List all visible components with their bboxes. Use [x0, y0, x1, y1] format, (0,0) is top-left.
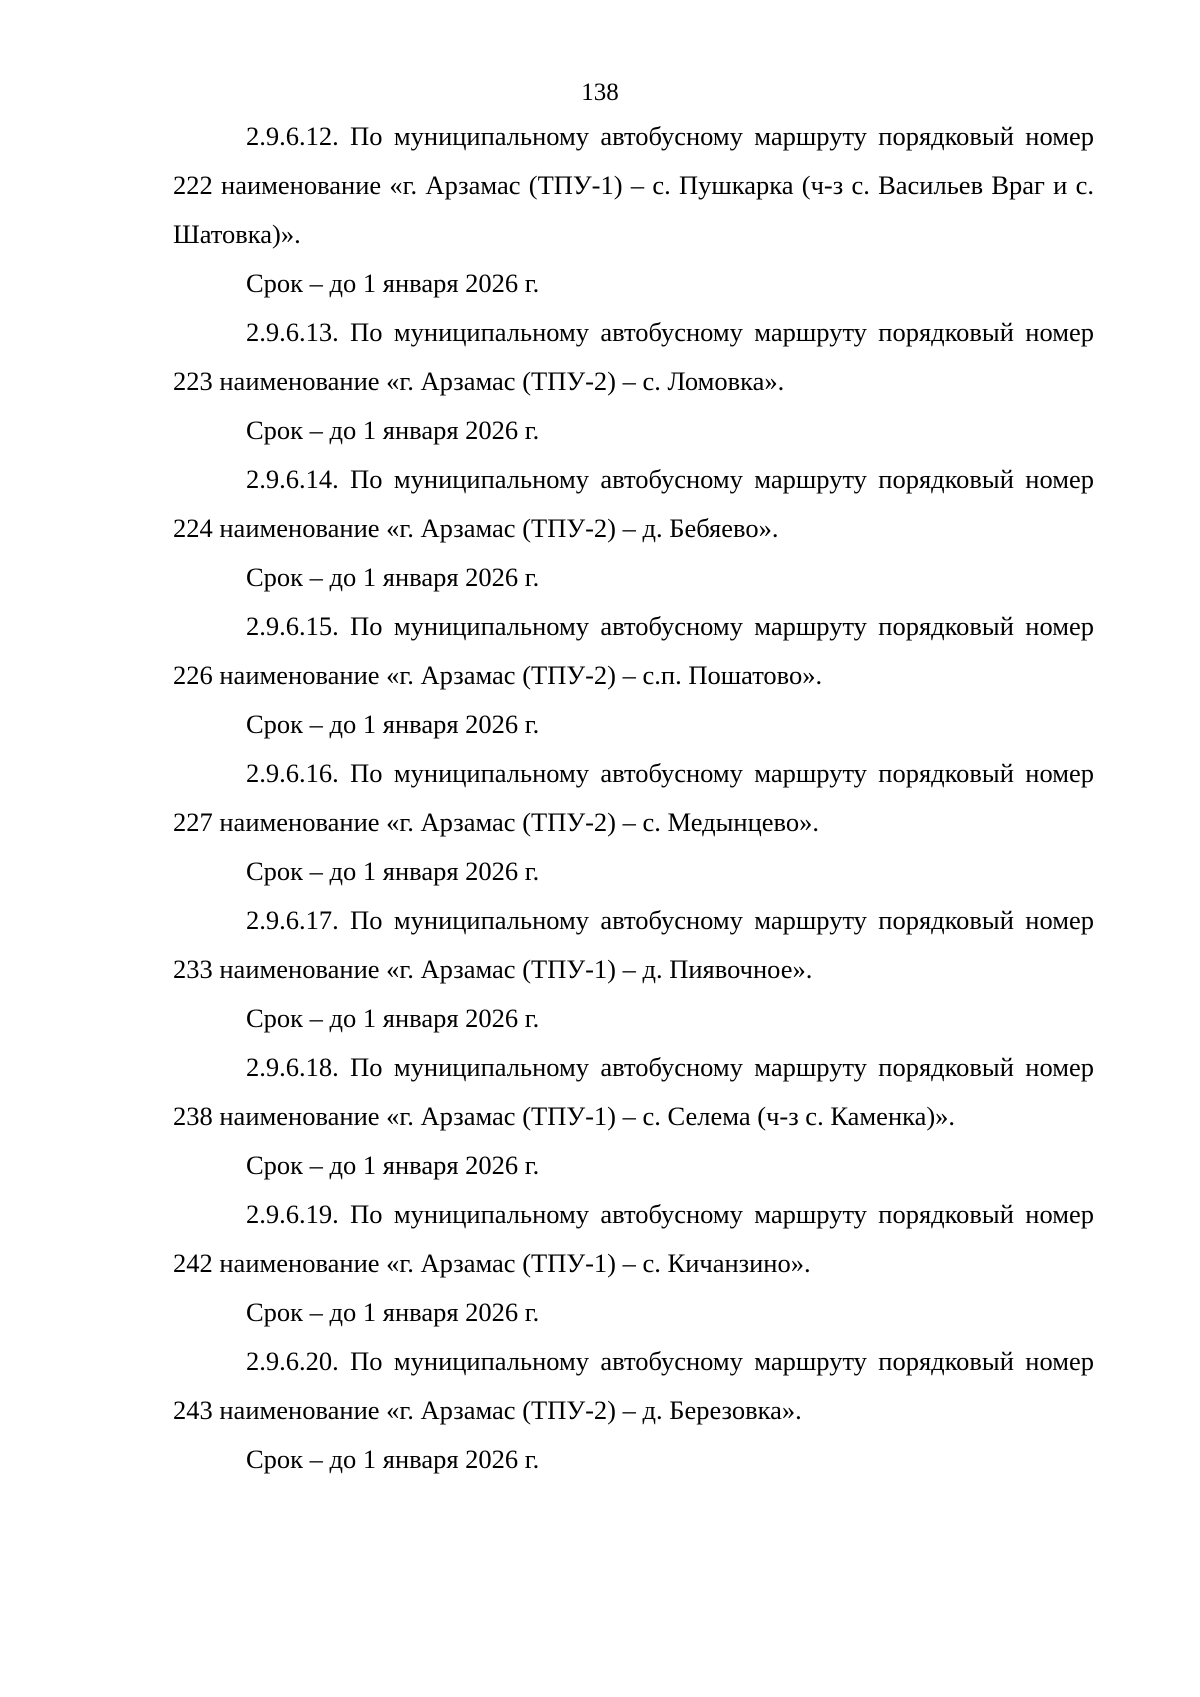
deadline-line: Срок – до 1 января 2026 г.	[246, 415, 540, 445]
deadline-line: Срок – до 1 января 2026 г.	[246, 562, 540, 592]
route-paragraph: 2.9.6.16. По муниципальному автобусному маршруту порядковый номер 227 наименование «г. Арзамас (ТПУ-2) – с. Медынцево».	[173, 758, 1094, 837]
route-item-227	[173, 749, 1094, 896]
route-item-222	[173, 112, 1094, 308]
route-paragraph: 2.9.6.17. По муниципальному автобусному маршруту порядковый номер 233 наименование «г. Арзамас (ТПУ-1) – д. Пиявочное».	[173, 905, 1094, 984]
route-paragraph: 2.9.6.15. По муниципальному автобусному маршруту порядковый номер 226 наименование «г. Арзамас (ТПУ-2) – с.п. Пошатово».	[173, 611, 1094, 690]
route-item-242	[173, 1190, 1094, 1337]
route-item-233	[173, 896, 1094, 1043]
deadline-line: Срок – до 1 января 2026 г.	[246, 268, 540, 298]
route-paragraph: 2.9.6.14. По муниципальному автобусному маршруту порядковый номер 224 наименование «г. Арзамас (ТПУ-2) – д. Бебяево».	[173, 464, 1094, 543]
page-number: 138	[581, 79, 619, 106]
deadline-line: Срок – до 1 января 2026 г.	[246, 1150, 540, 1180]
route-paragraph: 2.9.6.13. По муниципальному автобусному маршруту порядковый номер 223 наименование «г. Арзамас (ТПУ-2) – с. Ломовка».	[173, 317, 1094, 396]
route-paragraph: 2.9.6.18. По муниципальному автобусному маршруту порядковый номер 238 наименование «г. Арзамас (ТПУ-1) – с. Селема (ч-з с. Каменка)».	[173, 1052, 1094, 1131]
route-item-224	[173, 455, 1094, 602]
route-paragraph: 2.9.6.19. По муниципальному автобусному маршруту порядковый номер 242 наименование «г. Арзамас (ТПУ-1) – с. Кичанзино».	[173, 1199, 1094, 1278]
route-paragraph: 2.9.6.12. По муниципальному автобусному маршруту порядковый номер 222 наименование «г. Арзамас (ТПУ-1) – с. Пушкарка (ч-з с. Васильев Враг и с. Шатовка)».	[173, 121, 1094, 249]
route-item-243	[173, 1337, 1094, 1484]
deadline-line: Срок – до 1 января 2026 г.	[246, 709, 540, 739]
route-paragraph: 2.9.6.20. По муниципальному автобусному маршруту порядковый номер 243 наименование «г. Арзамас (ТПУ-2) – д. Березовка».	[173, 1346, 1094, 1425]
route-item-226	[173, 602, 1094, 749]
route-item-223	[173, 308, 1094, 455]
deadline-line: Срок – до 1 января 2026 г.	[246, 1297, 540, 1327]
deadline-line: Срок – до 1 января 2026 г.	[246, 856, 540, 886]
route-item-238	[173, 1043, 1094, 1190]
deadline-line: Срок – до 1 января 2026 г.	[246, 1444, 540, 1474]
deadline-line: Срок – до 1 января 2026 г.	[246, 1003, 540, 1033]
document-body	[173, 112, 1094, 1484]
